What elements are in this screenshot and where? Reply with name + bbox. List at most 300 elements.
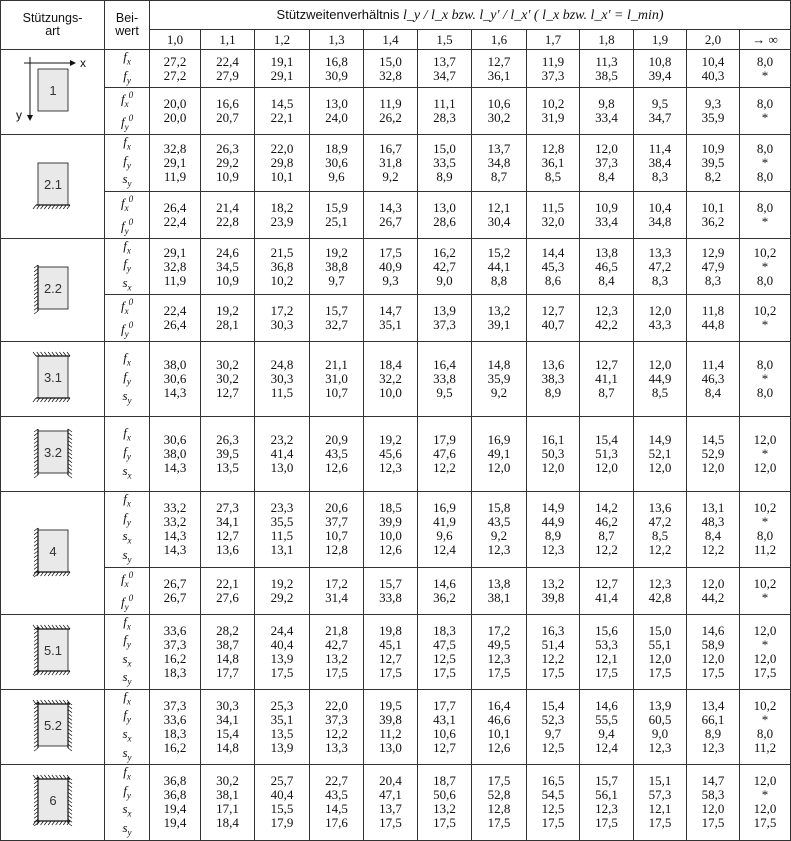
coefficient-value: 12,0 [541,460,565,476]
value-cell [364,50,418,88]
coefficient-value: 47,5 [433,636,456,652]
coefficient-value: 55,1 [648,636,672,652]
value-cell [580,50,634,88]
coefficient-value: 13,7 [487,140,511,156]
value-cell [687,238,740,295]
coefficient-value: 27,3 [216,500,239,516]
value-cell [150,765,201,840]
coefficient-value: 8,5 [651,385,669,401]
coefficient-value: 47,6 [433,446,456,462]
coefficient-value: 8,9 [704,726,722,742]
coefficient-value: 8,7 [598,385,615,401]
value-cell [255,689,310,764]
coefficient-value: 11,2 [753,542,777,558]
value-cell [634,191,687,238]
value-cell [201,765,255,840]
coefficient-value: 34,8 [648,213,672,229]
value-cell [364,689,418,764]
coefficient-value: 25,7 [270,773,294,789]
coefficient-value: * [761,258,769,274]
coefficient-value: 38,5 [595,67,618,83]
value-cell [310,492,364,567]
coefficient-value: 44,9 [541,514,565,530]
coefficient-value: 34,8 [487,154,511,170]
value-cell [255,417,310,492]
coefficient-value: 47,9 [701,258,725,274]
coefficient-value: 32,8 [163,258,187,274]
coefficient-value: 36,1 [541,154,565,170]
coefficient-value: 40,7 [541,317,565,333]
coefficient-value: 30,4 [487,213,511,229]
value-cell [310,614,364,689]
coefficient-value: 57,3 [648,787,672,803]
coefficient-value: 47,1 [379,787,402,803]
value-cell [687,50,740,88]
coefficient-value: 35,5 [270,514,294,530]
coefficient-value: 20,0 [163,96,187,112]
support-type-label: 2.1 [43,177,62,193]
coefficient-value: 32,8 [163,140,187,156]
coefficient-value: 42,8 [648,589,672,605]
coefficient-value: 8,3 [651,168,669,184]
coefficient-value: 33,5 [433,154,456,170]
value-cell [150,417,201,492]
value-cell [255,295,310,342]
coefficient-value: 47,2 [648,514,672,530]
coefficient-header [105,1,150,50]
coefficient-symbol: $f_y$ [123,443,131,462]
coefficient-value: 12,2 [595,542,618,558]
coefficient-value: 17,2 [487,622,511,638]
coefficient-value: 18,4 [379,357,402,373]
value-cell [310,135,364,192]
support-type-label: 4 [48,543,57,559]
coefficient-value: 8,4 [704,385,722,401]
coefficient-value: 27,2 [163,53,187,69]
value-cell [634,135,687,192]
value-cell [634,567,687,614]
value-cell [472,614,527,689]
coefficient-value: 22,0 [270,140,294,156]
coefficient-value: 39,5 [216,446,239,462]
coefficient-value: * [761,589,769,605]
coefficient-value: 17,5 [648,664,672,680]
coefficient-value: 39,9 [379,514,402,530]
coefficient-value: 17,5 [379,815,402,831]
coefficient-value: 30,3 [270,317,294,333]
coefficient-value: 14,5 [325,801,348,817]
coefficient-value: 11,3 [595,53,618,69]
support-hatch [51,205,54,209]
coefficient-value: 28,3 [433,110,456,126]
ratio-column-header: 1,3 [310,30,364,50]
coefficient-value: 12,0 [648,303,672,319]
value-cell [201,135,255,192]
coefficient-value: 15,1 [648,773,672,789]
coefficient-value: 13,8 [487,575,511,591]
coefficient-value: 13,6 [541,357,565,373]
value-cell [527,191,580,238]
value-cell [255,567,310,614]
support-hatch [33,352,36,356]
coefficient-value: 13,3 [648,244,672,260]
value-cell [150,689,201,764]
coefficient-symbol: $s_y$ [122,387,132,406]
support-hatch [63,352,66,356]
value-cell [580,689,634,764]
coefficient-value: 37,3 [163,698,187,714]
coefficient-value: 20,4 [379,773,402,789]
coefficient-symbol: $f_x^0$ [120,193,134,213]
coefficient-value: 12,3 [487,650,511,666]
coefficient-value: 18,3 [163,664,187,680]
x-axis-arrowhead [70,60,76,66]
coefficient-value: 17,5 [270,664,294,680]
support-type-label: 2.2 [43,280,62,296]
value-cell [310,191,364,238]
coefficient-value: 29,1 [163,154,187,170]
value-cell [687,342,740,417]
value-cell [580,238,634,295]
support-hatch [44,352,47,356]
support-type-cell [1,765,105,840]
value-cell [472,417,527,492]
coefficient-value: * [761,154,769,170]
coefficient-value: 10,2 [753,575,777,591]
coefficient-value: 13,9 [270,650,294,666]
coefficient-value: 12,4 [433,542,456,558]
support-hatch [36,205,39,209]
value-cell [418,567,472,614]
coefficient-value: 49,1 [487,446,511,462]
coefficient-value: 13,5 [216,460,239,476]
support-hatch [63,398,66,402]
coefficient-value: 15,7 [325,303,348,319]
coefficient-value: 12,3 [648,575,672,591]
coefficient-value: 38,0 [163,446,187,462]
coefficient-value: 9,6 [436,528,453,544]
coefficient-block-row [1,417,791,492]
support-hatch [55,352,58,356]
coefficient-value: 12,3 [595,303,618,319]
coefficient-value: 14,8 [216,740,239,756]
coefficient-value: 12,5 [541,740,565,756]
value-cell [580,417,634,492]
coefficient-value: 17,5 [701,664,725,680]
coefficient-value: 33,6 [163,622,187,638]
coefficient-value: 8,3 [651,272,669,288]
coefficient-value: 51,3 [595,446,618,462]
coefficient-value: 34,7 [648,110,672,126]
coefficient-symbol: $f_y^0$ [120,216,134,236]
coefficient-value: 48,3 [701,514,725,530]
coefficient-block-row [1,567,791,614]
support-type-label: 6 [48,793,57,809]
coefficient-value: 31,4 [325,589,348,605]
ratio-column-header: 2,0 [687,30,740,50]
value-cell [201,238,255,295]
coefficient-value: 27,2 [163,67,187,83]
coefficient-value: * [761,213,769,229]
coefficient-value: 33,8 [433,371,456,387]
coefficient-value: 8,0 [756,53,774,69]
coefficient-value: 11,9 [541,53,565,69]
coefficient-value: 36,8 [163,787,187,803]
coefficient-value: 10,6 [487,96,511,112]
coefficient-value: 8,3 [704,272,722,288]
coefficient-symbol: $f_y$ [123,67,131,86]
coefficient-value: 12,8 [487,801,511,817]
support-type-cell [1,50,105,135]
support-type-cell [1,689,105,764]
coefficient-value: 10,7 [325,385,348,401]
value-cell [150,492,201,567]
coefficient-value: 18,3 [163,726,187,742]
coefficient-value: 16,8 [325,53,348,69]
coefficient-value: 54,5 [541,787,565,803]
coefficient-value: 10,4 [648,199,672,215]
coefficient-value: 29,8 [270,154,294,170]
coefficient-value: 16,7 [379,140,402,156]
coefficient-label-cell [105,567,150,614]
support-hatch [40,352,43,356]
coefficient-value: 12,7 [595,357,618,373]
coefficient-value: 18,4 [216,815,239,831]
value-cell [150,567,201,614]
coefficient-value: 12,6 [487,740,511,756]
value-cell [364,88,418,135]
coefficient-symbol: $f_y$ [123,509,131,528]
coefficient-value: 10,9 [701,140,725,156]
coefficient-value: 58,9 [701,636,725,652]
support-diagram [8,55,98,125]
coefficient-value: 66,1 [701,712,725,728]
coefficient-value: 9,5 [436,385,453,401]
coefficient-value: 24,0 [325,110,348,126]
coefficient-value: 12,3 [541,542,565,558]
coefficient-value: * [761,712,769,728]
coefficient-value: 37,3 [541,67,565,83]
value-cell [418,238,472,295]
value-cell [740,765,791,840]
value-cell [527,614,580,689]
support-hatch [44,205,47,209]
coefficient-value: 15,4 [216,726,239,742]
coefficient-value: 13,2 [433,801,456,817]
coefficient-block-row [1,238,791,295]
coefficient-block-row [1,342,791,417]
coefficient-value: 9,3 [382,272,399,288]
coefficient-value: 32,7 [325,317,348,333]
coefficient-value: 50,6 [433,787,456,803]
coefficient-value: 9,4 [598,726,615,742]
coefficient-value: 15,4 [541,698,565,714]
coefficient-value: 30,2 [216,773,239,789]
value-cell [687,135,740,192]
coefficient-value: 12,0 [648,460,672,476]
coefficient-value: 20,6 [325,500,348,516]
coefficient-label-cell [105,492,150,567]
coefficient-value: 12,7 [216,385,239,401]
coefficient-value: 30,3 [216,698,239,714]
value-cell [634,614,687,689]
value-cell [150,135,201,192]
coefficient-symbol: $f_x$ [123,49,131,67]
coefficient-value: 12,0 [595,460,618,476]
support-hatch [34,311,38,314]
value-cell [418,191,472,238]
coefficient-block-row [1,50,791,88]
coefficient-value: 8,6 [544,272,562,288]
coefficient-value: 10,9 [216,272,239,288]
value-cell [255,88,310,135]
span-ratio-title: Stützweitenverhältnis [276,6,400,22]
value-cell [201,88,255,135]
value-cell [201,417,255,492]
coefficient-value: 31,8 [379,154,402,170]
coefficient-value: 33,4 [595,110,618,126]
coefficient-value: 12,6 [325,460,348,476]
coefficient-value: * [761,787,769,803]
support-hatch [55,398,58,402]
coefficient-value: 31,9 [541,110,565,126]
coefficient-value: 30,2 [216,357,239,373]
coefficient-value: 13,7 [379,801,402,817]
value-cell [150,191,201,238]
coefficient-value: 8,0 [756,168,774,184]
coefficient-symbol: $f_y$ [123,707,131,726]
coefficient-value: 30,6 [325,154,348,170]
coefficient-value: 29,1 [270,67,294,83]
coefficient-value: 12,0 [753,650,777,666]
coefficient-value: 12,0 [648,650,672,666]
coefficient-value: 15,5 [270,801,294,817]
coefficient-value: 9,3 [704,96,722,112]
coefficient-value: 30,6 [163,432,187,448]
coefficient-value: 36,8 [163,773,187,789]
coefficient-value: 8,9 [544,385,562,401]
coefficient-value: 39,5 [701,154,725,170]
value-cell [740,567,791,614]
coefficient-block-row [1,88,791,135]
coefficient-value: 47,2 [648,258,672,274]
coefficient-value: 15,7 [595,773,618,789]
coefficient-value: 35,1 [270,712,294,728]
coefficient-value: 14,6 [701,622,725,638]
coefficient-value: 8,0 [756,726,774,742]
coefficient-value: 9,2 [490,385,508,401]
coefficient-value: 12,5 [541,801,565,817]
coefficient-value: 44,9 [648,371,672,387]
coefficient-value: 12,7 [541,303,565,319]
value-cell [527,238,580,295]
coefficient-value: 28,1 [216,317,239,333]
coefficient-value: 26,7 [163,575,187,591]
coefficient-value: 58,3 [701,787,725,803]
coefficient-value: 26,7 [379,213,402,229]
coefficient-value: 32,2 [379,371,402,387]
support-diagram [8,765,98,835]
value-cell [527,50,580,88]
support-hatch [68,748,72,751]
value-cell [255,135,310,192]
coefficient-value: 38,3 [541,371,565,387]
coefficient-value: 25,3 [270,698,294,714]
support-type-label: 5.1 [43,642,62,658]
coefficient-value: 13,2 [541,575,565,591]
coefficient-symbol: $s_x$ [122,801,132,820]
coefficient-value: * [761,514,769,530]
coefficient-value: 36,1 [487,67,511,83]
coefficient-value: 11,2 [753,740,777,756]
coefficient-label-cell [105,238,150,295]
coefficient-value: 39,4 [648,67,672,83]
coefficient-value: 16,2 [163,650,187,666]
coefficient-value: 12,0 [701,801,725,817]
value-cell [740,191,791,238]
coefficient-value: 8,0 [756,357,774,373]
coefficient-value: 34,5 [216,258,239,274]
coefficient-value: 13,7 [433,53,456,69]
coefficient-value: 33,4 [595,213,618,229]
coefficient-value: 16,4 [433,357,456,373]
coefficient-value: 45,3 [541,258,565,274]
coefficient-symbol: $f_x^0$ [120,569,134,589]
coefficient-symbol: $s_y$ [122,171,132,189]
value-cell [255,50,310,88]
coefficient-value: 13,8 [595,244,618,260]
coefficient-value: 41,4 [595,589,618,605]
support-hatch [67,352,70,356]
coefficient-value: 11,9 [379,96,402,112]
value-cell [364,191,418,238]
coefficient-value: 17,7 [433,698,456,714]
coefficient-value: 31,0 [325,371,348,387]
coefficient-value: 37,7 [325,514,348,530]
coefficient-label-cell [105,765,150,840]
coefficient-value: 13,0 [270,460,294,476]
value-cell [527,417,580,492]
value-cell [740,492,791,567]
support-hatch [67,398,70,402]
coefficient-value: 29,2 [270,589,294,605]
coefficient-value: 36,2 [433,589,456,605]
coefficient-value: 13,5 [270,726,294,742]
value-cell [310,50,364,88]
value-cell [580,295,634,342]
coefficient-value: 22,1 [216,575,239,591]
value-cell [418,417,472,492]
coefficient-value: 15,6 [595,622,618,638]
coefficient-value: 8,5 [544,168,562,184]
coefficient-value: * [761,110,769,126]
support-hatch [51,398,54,402]
value-cell [310,417,364,492]
value-cell [687,88,740,135]
coefficient-value: 44,8 [701,317,725,333]
coefficient-value: 8,4 [598,272,615,288]
coefficient-value: 17,9 [433,432,456,448]
coefficient-value: 22,7 [325,773,348,789]
coefficient-value: 30,6 [163,371,187,387]
value-cell [580,135,634,192]
coefficient-block-row [1,492,791,567]
coefficient-value: 27,6 [216,589,239,605]
coefficient-symbol: $s_y$ [122,547,132,565]
support-hatch [44,398,47,402]
coefficient-value: 60,5 [648,712,672,728]
value-cell [740,295,791,342]
